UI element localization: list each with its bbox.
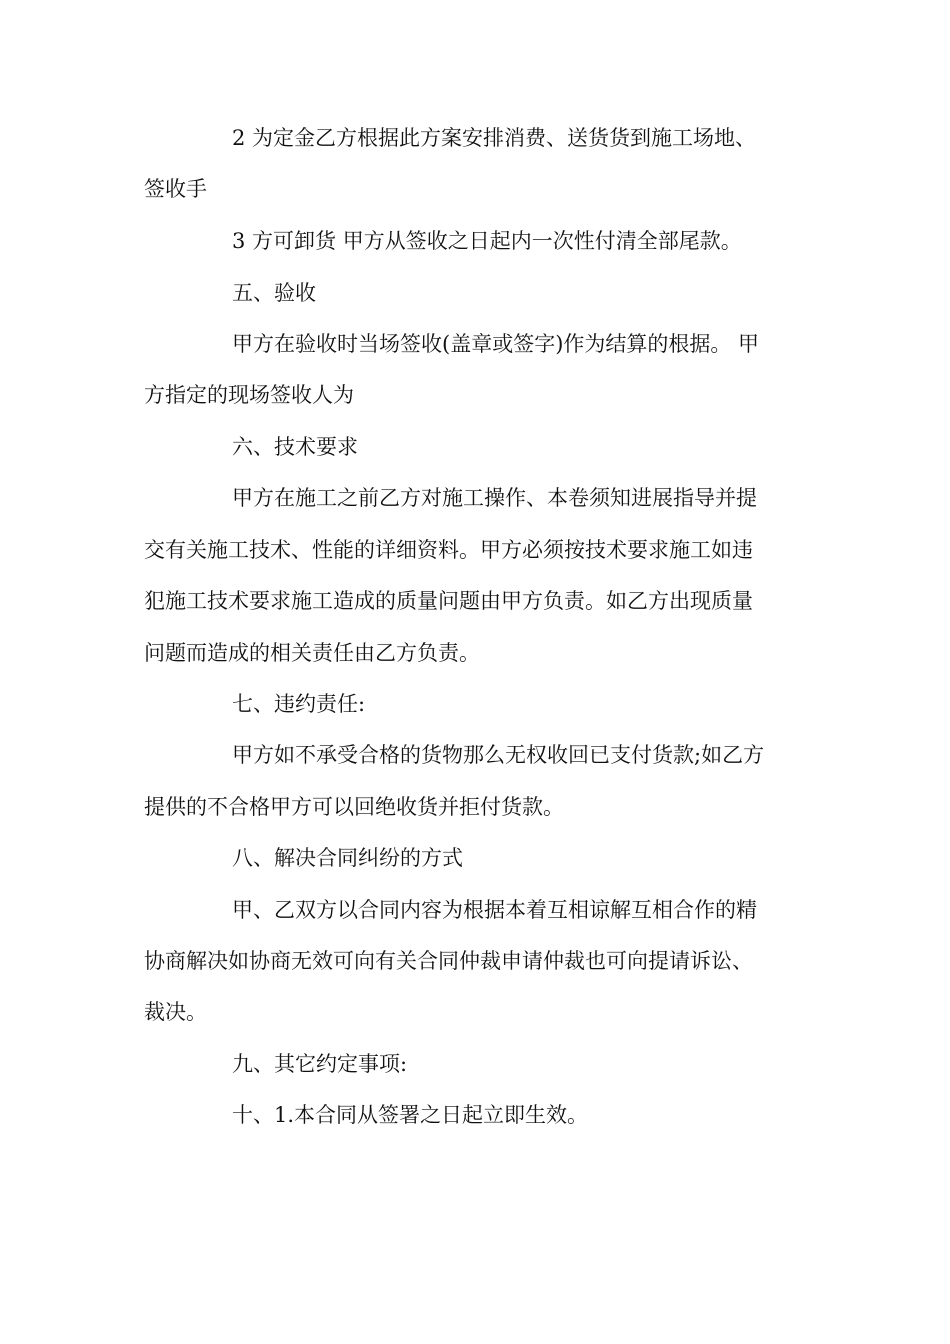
text-line: 方指定的现场签收人为 [144,383,354,407]
text-line: 甲、乙双方以合同内容为根据本着互相谅解互相合作的精 [232,898,757,922]
text-line: 甲方如不承受合格的货物那么无权收回已支付货款;如乙方 [232,743,765,767]
text-line: 提供的不合格甲方可以回绝收货并拒付货款。 [144,795,564,819]
text-line: 协商解决如协商无效可向有关合同仲裁申请仲裁也可向提请诉讼、 [144,949,753,973]
section-heading: 十、1.本合同从签署之日起立即生效。 [232,1103,589,1127]
text-line: 问题而造成的相关责任由乙方负责。 [144,641,480,665]
section-heading: 九、其它约定事项: [232,1052,408,1076]
text-line: 甲方在验收时当场签收(盖章或签字)作为结算的根据。 甲 [232,332,760,356]
text-line: 签收手 [144,177,207,201]
section-heading: 七、违约责任: [232,692,366,716]
section-heading: 五、验收 [232,281,316,305]
text-line: 2 为定金乙方根据此方案安排消费、送货货到施工场地、 [232,126,757,150]
text-line: 甲方在施工之前乙方对施工操作、本卷须知进展指导并提 [232,486,757,510]
text-line: 3 方可卸货 甲方从签收之日起内一次性付清全部尾款。 [232,229,742,253]
section-heading: 六、技术要求 [232,435,358,459]
text-line: 交有关施工技术、性能的详细资料。甲方必须按技术要求施工如违 [144,538,753,562]
text-line: 裁决。 [144,1000,207,1024]
section-heading: 八、解决合同纠纷的方式 [232,846,463,870]
text-line: 犯施工技术要求施工造成的质量问题由甲方负责。如乙方出现质量 [144,589,753,613]
